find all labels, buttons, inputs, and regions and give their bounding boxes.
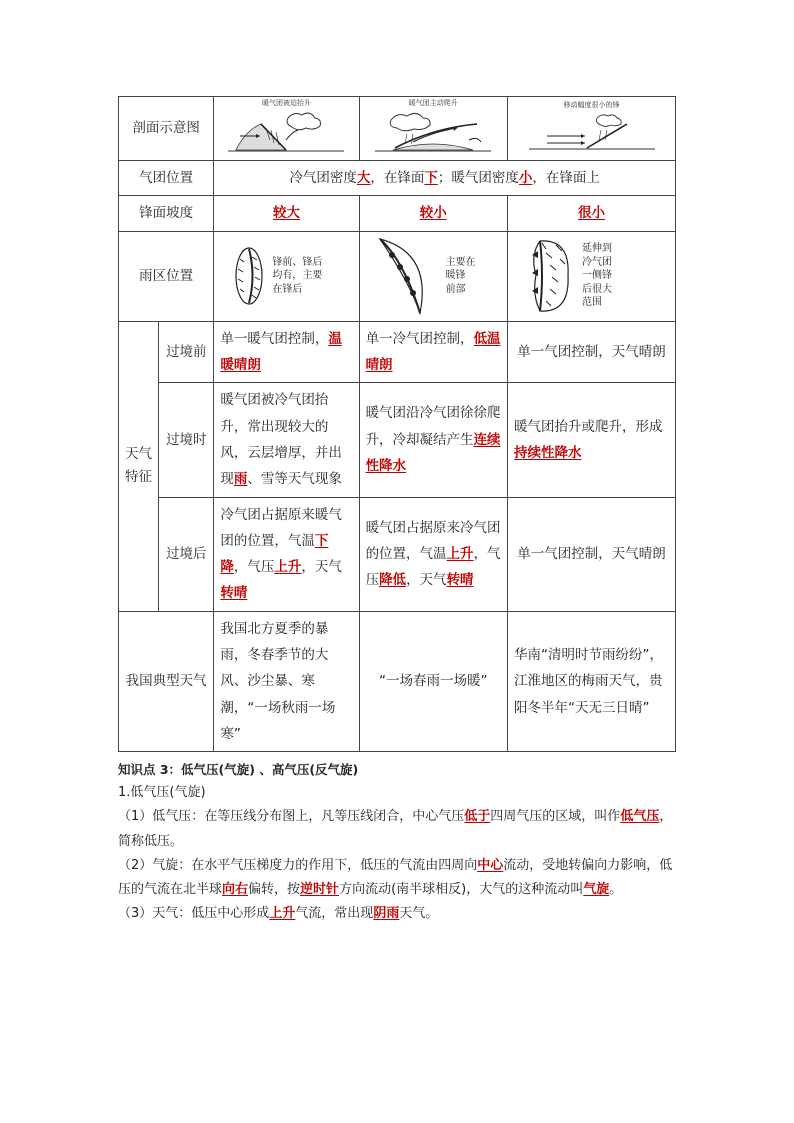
row-slope <box>119 196 676 231</box>
rain-cold-line-1: 锋前、锋后 <box>272 256 323 268</box>
rain-stationary-line-3: 一侧锋 <box>582 270 613 282</box>
rain-warm-line-3: 前部 <box>445 283 466 295</box>
knowledge-paragraph-2 <box>118 854 676 902</box>
p2-highlight-3: 逆时针 <box>300 881 340 897</box>
p2-text-1: （2）气旋：在水平气压梯度力的作用下，低压的气流由四周向 <box>118 857 478 873</box>
row-position <box>119 161 676 196</box>
p3-highlight-2: 阴雨 <box>373 905 400 921</box>
stationary-front-profile-diagram <box>527 112 657 152</box>
label-position: 气团位置 <box>119 161 214 196</box>
before-cold-text: 单一暖气团控制， <box>220 330 329 347</box>
during-cold <box>214 383 359 497</box>
warm-front-rain-diagram <box>370 235 442 317</box>
after-warm-highlight-3: 转晴 <box>446 572 474 589</box>
after-cold-highlight-2: 上升 <box>274 559 302 576</box>
before-stationary: 单一气团控制，天气晴朗 <box>508 321 676 383</box>
rain-stationary-line-2: 冷气团 <box>582 256 613 268</box>
warm-front-caption: 暖气团主动爬升 <box>408 99 458 108</box>
cold-front-rain-diagram <box>232 245 266 307</box>
rain-warm-text <box>446 256 476 297</box>
p2-highlight-2: 向右 <box>222 881 249 897</box>
front-comparison-table <box>118 96 676 752</box>
during-stationary-highlight: 持续性降水 <box>514 444 582 461</box>
rain-stationary-line-4: 后很大 <box>582 283 613 295</box>
position-t2: ，在锋面 <box>370 170 425 186</box>
document-page <box>118 96 676 926</box>
after-cold-text-2: ，气压 <box>233 559 275 576</box>
position-highlight-1: 大 <box>356 170 371 186</box>
knowledge-subsection: 1.低气压(气旋) <box>118 785 206 801</box>
knowledge-paragraph-1 <box>118 805 676 853</box>
rain-warm-line-1: 主要在 <box>445 256 476 268</box>
after-cold-highlight-1: 下降 <box>220 532 329 576</box>
rain-stationary-text <box>582 242 612 310</box>
p1-highlight-2: 低气压 <box>620 809 660 825</box>
position-t1: 冷气团密度 <box>289 170 357 186</box>
rain-cold-cell <box>214 231 359 321</box>
after-warm-text: 暖气团占据原来冷气团的位置，气温 <box>365 519 501 562</box>
warm-front-profile-diagram <box>373 110 493 154</box>
stationary-front-caption: 移动幅度很小的锋 <box>563 101 620 110</box>
row-profile <box>119 97 676 161</box>
p1-text-3: ，简称低压。 <box>118 809 673 849</box>
before-warm-highlight: 低温晴朗 <box>365 330 501 373</box>
row-weather-during <box>119 383 676 497</box>
stationary-front-rain-diagram <box>524 235 574 317</box>
rain-cold-text <box>272 256 322 297</box>
after-cold-text: 冷气团占据原来暖气团的位置，气温 <box>220 506 342 549</box>
p2-text-2: 流动，受地转偏向力影响，低压的气流在北半球 <box>118 857 673 897</box>
before-cold <box>214 321 359 383</box>
label-weather-line-2: 特征 <box>125 469 153 486</box>
after-stationary: 单一气团控制，天气晴朗 <box>508 497 676 611</box>
during-warm-highlight: 连续性降水 <box>365 431 501 475</box>
during-stationary <box>508 383 676 497</box>
knowledge-heading: 知识点 3：低气压(气旋) 、高气压(反气旋) <box>118 762 359 778</box>
during-warm <box>359 383 507 497</box>
label-profile: 剖面示意图 <box>119 97 214 161</box>
slope-warm: 较小 <box>419 205 447 222</box>
during-stationary-text: 暖气团抬升或爬升，形成 <box>514 418 663 435</box>
rain-stationary-line-1: 延伸到 <box>582 243 613 255</box>
warm-front-diagram-cell <box>359 97 507 161</box>
after-warm-highlight-1: 上升 <box>446 545 474 562</box>
during-cold-highlight: 雨 <box>233 471 248 488</box>
knowledge-section <box>118 758 676 925</box>
after-cold <box>214 497 359 611</box>
rain-stationary-cell <box>508 231 676 321</box>
after-cold-text-3: ，天气 <box>301 559 342 576</box>
row-weather-after <box>119 497 676 611</box>
label-weather-line-1: 天气 <box>125 446 153 463</box>
slope-cold: 较大 <box>272 205 300 222</box>
rain-warm-line-2: 暖锋 <box>445 270 466 282</box>
p1-highlight-1: 低于 <box>464 809 491 825</box>
typical-cold: 我国北方夏季的暴雨，冬春季节的大风、沙尘暴、寒潮，“一场秋雨一场寒” <box>214 611 359 752</box>
position-t3: ；暖气团密度 <box>437 170 519 186</box>
position-text <box>214 161 676 196</box>
rain-stationary-line-5: 范围 <box>582 297 603 309</box>
p2-text-3: 偏转，按 <box>248 881 301 897</box>
label-before: 过境前 <box>159 321 214 383</box>
p3-text-2: 气流，常出现 <box>295 905 374 921</box>
position-t4: ，在锋面上 <box>532 170 600 186</box>
slope-stationary: 很小 <box>578 205 605 222</box>
p2-text-5: 。 <box>609 881 623 897</box>
position-highlight-2: 下 <box>424 170 438 186</box>
before-warm-text: 单一冷气团控制， <box>365 330 474 347</box>
rain-cold-line-3: 在锋后 <box>272 283 303 295</box>
p1-text-2: 四周气压的区域，叫作 <box>490 809 621 825</box>
after-warm <box>359 497 507 611</box>
rain-cold-line-2: 均有，主要 <box>272 270 323 282</box>
during-cold-text: 暖气团被冷气团抬升，常出现较大的风，云层增厚，并出现 <box>220 392 342 488</box>
during-cold-text-2: 、雪等天气现象 <box>247 471 342 488</box>
label-slope: 锋面坡度 <box>119 196 214 231</box>
after-warm-text-2: ，气压 <box>365 545 501 589</box>
cold-front-diagram-cell <box>214 97 359 161</box>
cold-front-profile-diagram <box>226 110 346 154</box>
during-warm-text: 暖气团沿冷气团徐徐爬升，冷却凝结产生 <box>365 405 501 448</box>
p2-text-4: 方向流动(南半球相反)，大气的这种流动叫 <box>339 881 584 897</box>
after-warm-highlight-2: 降低 <box>379 572 407 589</box>
p3-text-1: （3）天气：低压中心形成 <box>118 905 270 921</box>
label-during: 过境时 <box>159 383 214 497</box>
label-weather <box>119 321 159 611</box>
after-cold-highlight-3: 转晴 <box>220 585 248 602</box>
knowledge-paragraph-3 <box>118 902 676 926</box>
p3-text-3: 天气。 <box>399 905 439 921</box>
before-cold-highlight: 温暖晴朗 <box>220 330 342 373</box>
position-highlight-3: 小 <box>518 170 533 186</box>
row-weather-before <box>119 321 676 383</box>
p2-highlight-4: 气旋 <box>583 881 610 897</box>
rain-warm-cell <box>359 231 507 321</box>
label-after: 过境后 <box>159 497 214 611</box>
label-typical: 我国典型天气 <box>119 611 214 752</box>
p1-text-1: （1）低气压：在等压线分布图上，凡等压线闭合，中心气压 <box>118 809 465 825</box>
label-rain: 雨区位置 <box>119 231 214 321</box>
stationary-front-diagram-cell <box>508 97 676 161</box>
cold-front-caption: 暖气团被迫抬升 <box>261 99 311 108</box>
row-typical <box>119 611 676 752</box>
typical-warm: “一场春雨一场暖” <box>359 611 507 752</box>
after-warm-text-3: ，天气 <box>406 572 447 589</box>
before-warm <box>359 321 507 383</box>
typical-stationary: 华南“清明时节雨纷纷”，江淮地区的梅雨天气，贵阳冬半年“天无三日晴” <box>508 611 676 752</box>
row-rain <box>119 231 676 321</box>
p3-highlight-1: 上升 <box>269 905 296 921</box>
p2-highlight-1: 中心 <box>477 857 504 873</box>
